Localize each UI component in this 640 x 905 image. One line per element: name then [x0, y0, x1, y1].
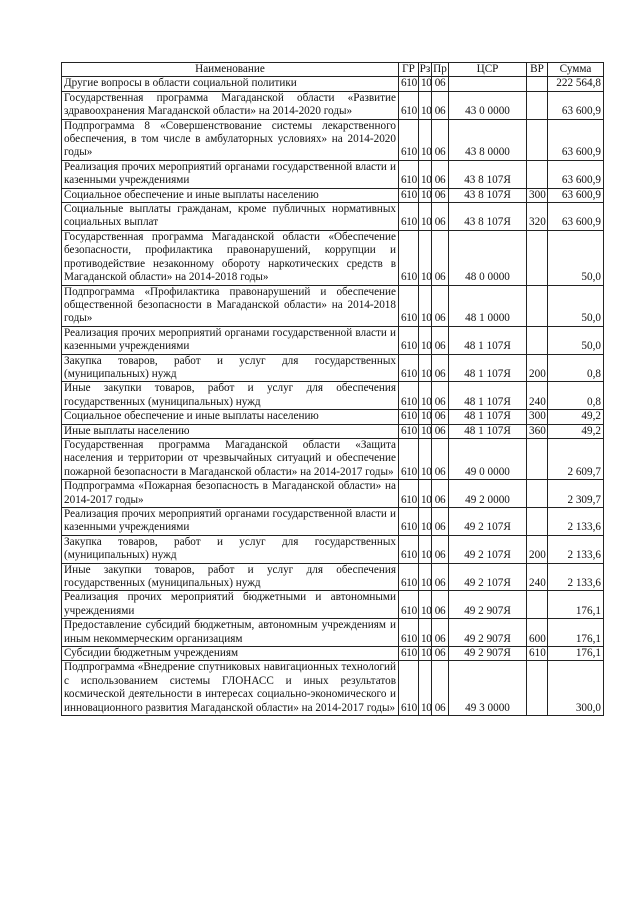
row-csr: 43 8 107Я: [449, 203, 527, 231]
table-row: [62, 661, 604, 716]
row-csr: 49 2 107Я: [449, 563, 527, 591]
row-pr: 06: [432, 382, 449, 410]
row-sum: 176,1: [548, 619, 604, 647]
row-sum: 2 133,6: [548, 535, 604, 563]
row-csr: 43 8 0000: [449, 119, 527, 160]
row-csr: 49 3 0000: [449, 661, 527, 716]
row-vr: [527, 91, 548, 119]
row-sum: 63 600,9: [548, 91, 604, 119]
row-rz: 10: [419, 119, 432, 160]
row-name: Подпрограмма «Профилактика правонарушений и обеспечение общественной безопасности в Магаданской области» на 2014-2018 годы»: [62, 285, 399, 326]
row-vr: [527, 480, 548, 508]
row-vr: [527, 77, 548, 91]
row-rz: 10: [419, 382, 432, 410]
row-name: Реализация прочих мероприятий органами государственной власти и казенными учреждениями: [62, 508, 399, 536]
row-pr: 06: [432, 591, 449, 619]
row-sum: 0,8: [548, 382, 604, 410]
row-sum: 63 600,9: [548, 203, 604, 231]
row-sum: 63 600,9: [548, 160, 604, 188]
budget-table: [61, 62, 604, 716]
row-rz: 10: [419, 410, 432, 424]
table-row: [62, 647, 604, 661]
row-pr: 06: [432, 480, 449, 508]
row-rz: 10: [419, 591, 432, 619]
row-vr: [527, 508, 548, 536]
row-rz: 10: [419, 160, 432, 188]
header-name: Наименование: [62, 63, 399, 77]
row-sum: 49,2: [548, 410, 604, 424]
row-pr: 06: [432, 203, 449, 231]
row-gr: 610: [399, 230, 419, 285]
table-row: [62, 188, 604, 202]
row-gr: 610: [399, 424, 419, 438]
row-sum: 0,8: [548, 354, 604, 382]
header-csr: ЦСР: [449, 63, 527, 77]
table-row: [62, 91, 604, 119]
row-pr: 06: [432, 424, 449, 438]
row-csr: 43 8 107Я: [449, 188, 527, 202]
row-gr: 610: [399, 563, 419, 591]
row-sum: 176,1: [548, 647, 604, 661]
row-pr: 06: [432, 647, 449, 661]
table-row: [62, 410, 604, 424]
row-rz: 10: [419, 203, 432, 231]
row-rz: 10: [419, 77, 432, 91]
row-name: Государственная программа Магаданской области «Обеспечение безопасности, профилактика правонарушений, коррупции и противодействие незаконному обороту наркотических средств в Магаданской области» на 2014-2018 годы»: [62, 230, 399, 285]
row-sum: 63 600,9: [548, 188, 604, 202]
row-rz: 10: [419, 91, 432, 119]
row-rz: 10: [419, 647, 432, 661]
table-row: [62, 591, 604, 619]
row-gr: 610: [399, 160, 419, 188]
row-pr: 06: [432, 508, 449, 536]
row-csr: [449, 77, 527, 91]
table-row: [62, 77, 604, 91]
row-pr: 06: [432, 160, 449, 188]
row-pr: 06: [432, 619, 449, 647]
row-gr: 610: [399, 619, 419, 647]
row-rz: 10: [419, 661, 432, 716]
row-sum: 2 609,7: [548, 438, 604, 479]
row-gr: 610: [399, 647, 419, 661]
table-row: [62, 119, 604, 160]
row-csr: 48 1 107Я: [449, 382, 527, 410]
row-gr: 610: [399, 354, 419, 382]
row-rz: 10: [419, 230, 432, 285]
row-csr: 48 1 107Я: [449, 410, 527, 424]
row-csr: 43 8 107Я: [449, 160, 527, 188]
row-gr: 610: [399, 382, 419, 410]
row-csr: 48 1 0000: [449, 285, 527, 326]
row-gr: 610: [399, 77, 419, 91]
row-name: Иные выплаты населению: [62, 424, 399, 438]
table-body: [62, 77, 604, 716]
row-sum: 222 564,8: [548, 77, 604, 91]
row-rz: 10: [419, 438, 432, 479]
row-gr: 610: [399, 326, 419, 354]
row-name: Подпрограмма «Внедрение спутниковых навигационных технологий с использованием системы ГЛОНАСС и иных результатов космической деятельности в интересах социально-экономического и инновационного развития Магаданской области» на 2014-2017 годы»: [62, 661, 399, 716]
row-name: Предоставление субсидий бюджетным, автономным учреждениям и иным некоммерческим организациям: [62, 619, 399, 647]
row-vr: 240: [527, 563, 548, 591]
row-name: Иные закупки товаров, работ и услуг для обеспечения государственных (муниципальных) нужд: [62, 563, 399, 591]
row-pr: 06: [432, 535, 449, 563]
header-rz: Рз: [419, 63, 431, 75]
row-name: Социальные выплаты гражданам, кроме публичных нормативных социальных выплат: [62, 203, 399, 231]
row-csr: 43 0 0000: [449, 91, 527, 119]
row-name: Субсидии бюджетным учреждениям: [62, 647, 399, 661]
row-vr: 320: [527, 203, 548, 231]
row-vr: 610: [527, 647, 548, 661]
row-sum: 2 133,6: [548, 563, 604, 591]
table-row: [62, 382, 604, 410]
row-rz: 10: [419, 508, 432, 536]
table-row: [62, 619, 604, 647]
row-sum: 176,1: [548, 591, 604, 619]
row-vr: 200: [527, 354, 548, 382]
row-rz: 10: [419, 480, 432, 508]
row-name: Государственная программа Магаданской области «Защита населения и территории от чрезвычайных ситуаций и обеспечение пожарной безопасности в Магаданской области» на 2014-2017 годы»: [62, 438, 399, 479]
row-csr: 48 1 107Я: [449, 326, 527, 354]
row-name: Реализация прочих мероприятий органами государственной власти и казенными учреждениями: [62, 326, 399, 354]
row-gr: 610: [399, 91, 419, 119]
row-vr: 300: [527, 188, 548, 202]
row-gr: 610: [399, 535, 419, 563]
row-vr: [527, 119, 548, 160]
row-gr: 610: [399, 438, 419, 479]
row-rz: 10: [419, 285, 432, 326]
row-csr: 48 0 0000: [449, 230, 527, 285]
row-vr: [527, 230, 548, 285]
row-pr: 06: [432, 119, 449, 160]
row-name: Социальное обеспечение и иные выплаты населению: [62, 410, 399, 424]
table-row: [62, 535, 604, 563]
row-name: Иные закупки товаров, работ и услуг для обеспечения государственных (муниципальных) нужд: [62, 382, 399, 410]
row-rz: 10: [419, 424, 432, 438]
row-sum: 50,0: [548, 285, 604, 326]
row-name: Социальное обеспечение и иные выплаты населению: [62, 188, 399, 202]
row-gr: 610: [399, 203, 419, 231]
header-sum: Сумма: [548, 63, 604, 77]
table-row: [62, 326, 604, 354]
row-vr: [527, 661, 548, 716]
row-rz: 10: [419, 354, 432, 382]
table-row: [62, 354, 604, 382]
row-pr: 06: [432, 661, 449, 716]
row-vr: [527, 160, 548, 188]
header-pr: Пр: [433, 63, 447, 75]
row-gr: 610: [399, 480, 419, 508]
row-sum: 2 309,7: [548, 480, 604, 508]
row-name: Другие вопросы в области социальной политики: [62, 77, 399, 91]
header-gr: ГР: [399, 63, 419, 77]
row-sum: 300,0: [548, 661, 604, 716]
row-pr: 06: [432, 410, 449, 424]
row-pr: 06: [432, 188, 449, 202]
row-pr: 06: [432, 438, 449, 479]
row-rz: 10: [419, 563, 432, 591]
row-sum: 49,2: [548, 424, 604, 438]
row-gr: 610: [399, 591, 419, 619]
row-rz: 10: [419, 535, 432, 563]
row-name: Реализация прочих мероприятий бюджетными и автономными учреждениями: [62, 591, 399, 619]
row-csr: 49 2 107Я: [449, 535, 527, 563]
header-vr: ВР: [527, 63, 548, 77]
row-gr: 610: [399, 508, 419, 536]
table-header-row: [62, 63, 604, 77]
row-name: Реализация прочих мероприятий органами государственной власти и казенными учреждениями: [62, 160, 399, 188]
row-name: Подпрограмма «Пожарная безопасность в Магаданской области» на 2014-2017 годы»: [62, 480, 399, 508]
row-sum: 63 600,9: [548, 119, 604, 160]
table-row: [62, 203, 604, 231]
row-name: Подпрограмма 8 «Совершенствование системы лекарственного обеспечения, в том числе в амбулаторных условиях» на 2014-2020 годы»: [62, 119, 399, 160]
row-gr: 610: [399, 285, 419, 326]
row-vr: 200: [527, 535, 548, 563]
row-sum: 2 133,6: [548, 508, 604, 536]
table-row: [62, 285, 604, 326]
row-csr: 49 2 907Я: [449, 647, 527, 661]
row-rz: 10: [419, 188, 432, 202]
row-vr: 600: [527, 619, 548, 647]
table-row: [62, 563, 604, 591]
row-sum: 50,0: [548, 230, 604, 285]
table-row: [62, 160, 604, 188]
row-gr: 610: [399, 410, 419, 424]
row-vr: [527, 438, 548, 479]
row-pr: 06: [432, 285, 449, 326]
table-row: [62, 424, 604, 438]
row-pr: 06: [432, 563, 449, 591]
row-pr: 06: [432, 77, 449, 91]
row-csr: 48 1 107Я: [449, 424, 527, 438]
row-rz: 10: [419, 619, 432, 647]
row-sum: 50,0: [548, 326, 604, 354]
row-pr: 06: [432, 354, 449, 382]
table-row: [62, 480, 604, 508]
row-csr: 49 2 907Я: [449, 591, 527, 619]
row-vr: 240: [527, 382, 548, 410]
row-csr: 49 2 0000: [449, 480, 527, 508]
row-vr: [527, 591, 548, 619]
row-csr: 49 2 907Я: [449, 619, 527, 647]
row-name: Государственная программа Магаданской области «Развитие здравоохранения Магаданской области» на 2014-2020 годы»: [62, 91, 399, 119]
row-gr: 610: [399, 661, 419, 716]
row-name: Закупка товаров, работ и услуг для государственных (муниципальных) нужд: [62, 535, 399, 563]
table-row: [62, 508, 604, 536]
row-csr: 49 2 107Я: [449, 508, 527, 536]
row-vr: 360: [527, 424, 548, 438]
row-gr: 610: [399, 188, 419, 202]
row-gr: 610: [399, 119, 419, 160]
row-pr: 06: [432, 326, 449, 354]
row-pr: 06: [432, 230, 449, 285]
row-csr: 49 0 0000: [449, 438, 527, 479]
row-name: Закупка товаров, работ и услуг для государственных (муниципальных) нужд: [62, 354, 399, 382]
row-vr: [527, 285, 548, 326]
row-rz: 10: [419, 326, 432, 354]
row-vr: 300: [527, 410, 548, 424]
table-row: [62, 438, 604, 479]
table-row: [62, 230, 604, 285]
row-csr: 48 1 107Я: [449, 354, 527, 382]
row-vr: [527, 326, 548, 354]
row-pr: 06: [432, 91, 449, 119]
